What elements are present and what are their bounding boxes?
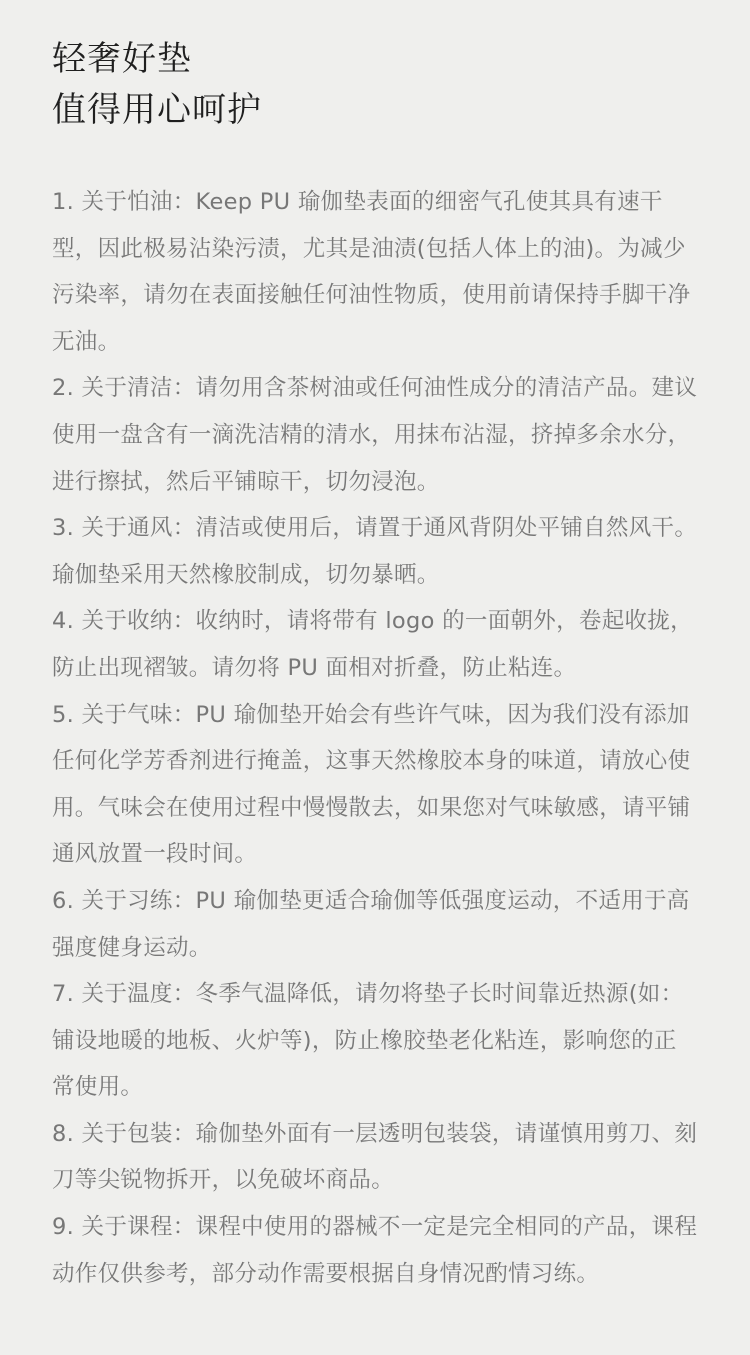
page-title: [52, 34, 698, 136]
care-note-ventilation: 3. 关于通风：清洁或使用后，请置于通风背阴处平铺自然风干。瑜伽垫采用天然橡胶制成，切勿暴晒。: [52, 515, 698, 588]
care-note-oil: 1. 关于怕油：Keep PU 瑜伽垫表面的细密气孔使其具有速干型，因此极易沾染污渍，尤其是油渍(包括人体上的油)。为减少污染率，请勿在表面接触任何油性物质，使用前请保持手脚干净无油。: [52, 189, 691, 355]
care-note-cleaning: 2. 关于清洁：请勿用含茶树油或任何油性成分的清洁产品。建议使用一盘含有一滴洗洁精的清水，用抹布沾湿，挤掉多余水分，进行擦拭，然后平铺晾干，切勿浸泡。: [52, 375, 698, 495]
care-notes-list: [52, 179, 698, 1297]
care-note-odor: 5. 关于气味：PU 瑜伽垫开始会有些许气味，因为我们没有添加任何化学芳香剂进行掩盖，这事天然橡胶本身的味道，请放心使用。气味会在使用过程中慢慢散去，如果您对气味敏感，请平铺通风放置一段时间。: [52, 701, 691, 868]
title-line-1: 轻奢好垫: [52, 39, 192, 79]
care-note-practice: 6. 关于习练：PU 瑜伽垫更适合瑜伽等低强度运动，不适用于高强度健身运动。: [52, 887, 690, 961]
care-note-course: 9. 关于课程：课程中使用的器械不一定是完全相同的产品，课程动作仅供参考，部分动作需要根据自身情况酌情习练。: [52, 1214, 698, 1287]
title-line-2: 值得用心呵护: [52, 90, 262, 130]
care-note-storage: 4. 关于收纳：收纳时，请将带有 logo 的一面朝外，卷起收拢，防止出现褶皱。请勿将 PU 面相对折叠，防止粘连。: [52, 608, 693, 681]
care-note-temperature: 7. 关于温度：冬季气温降低，请勿将垫子长时间靠近热源(如：铺设地暖的地板、火炉等)，防止橡胶垫老化粘连，影响您的正常使用。: [52, 981, 684, 1101]
care-note-packaging: 8. 关于包装：瑜伽垫外面有一层透明包装袋，请谨慎用剪刀、刻刀等尖锐物拆开，以免破坏商品。: [52, 1120, 698, 1194]
